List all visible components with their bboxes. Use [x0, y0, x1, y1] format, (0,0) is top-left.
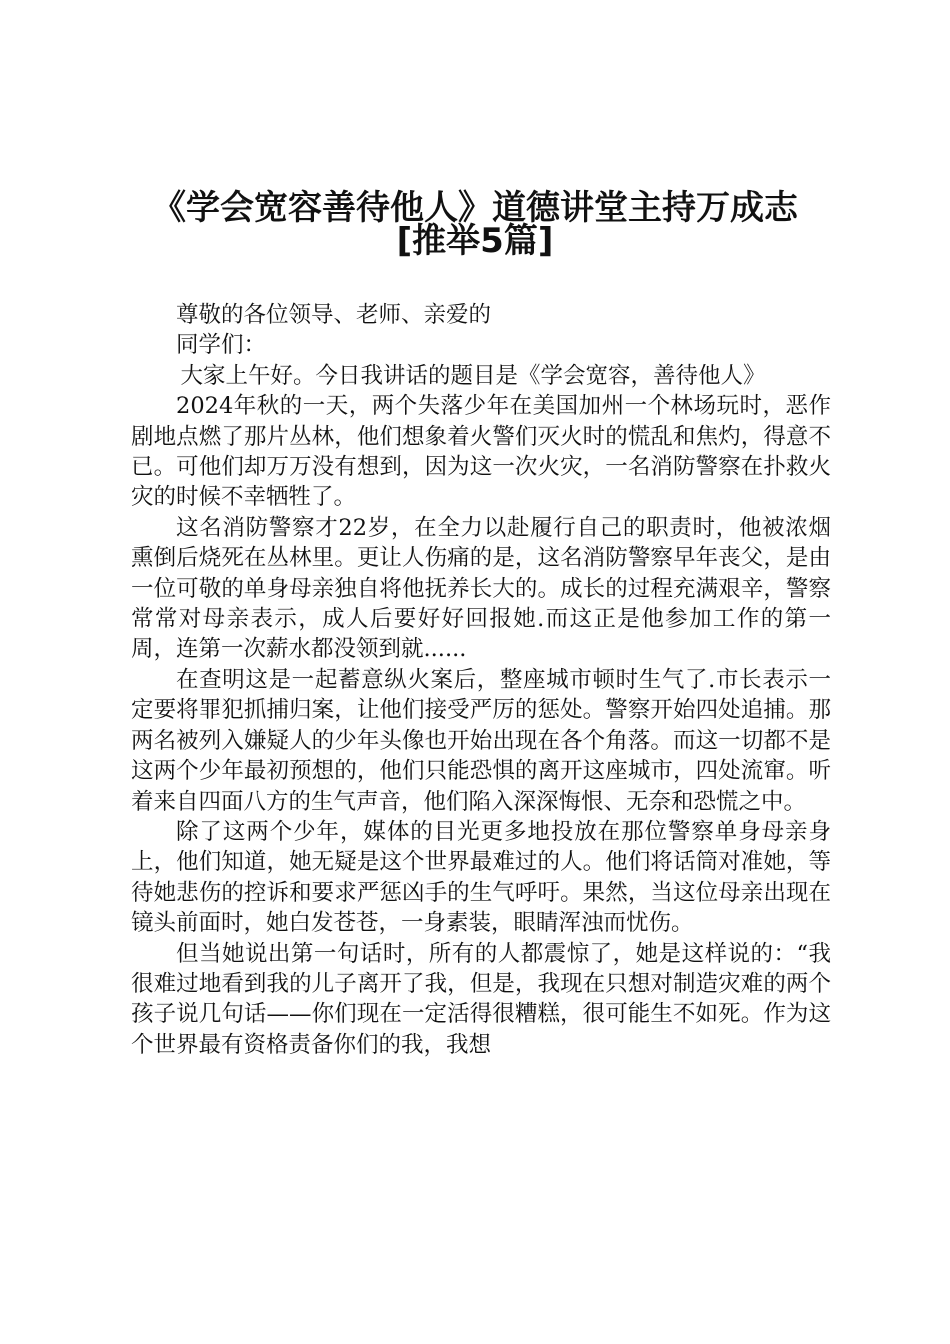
document-body — [131, 300, 831, 1060]
paragraph: 在查明这是一起蓄意纵火案后，整座城市顿时生气了.市长表示一定要将罪犯抓捕归案，让他们接受严厉的惩处。警察开始四处追捕。那两名被列入嫌疑人的少年头像也开始出现在各个角落。而这一切都不是这两个少年最初预想的，他们只能恐惧的离开这座城市，四处流窜。听着来自四面八方的生气声音，他们陷入深深悔恨、无奈和恐慌之中。 — [131, 666, 831, 815]
paragraph: 但当她说出第一句话时，所有的人都震惊了，她是这样说的：“我很难过地看到我的儿子离开了我，但是，我现在只想对制造灾难的两个孩子说几句话——你们现在一定活得很糟糕，很可能生不如死。作为这个世界最有资格责备你们的我，我想 — [131, 940, 831, 1058]
document-title-subtitle: [推举5篇] — [396, 221, 554, 261]
paragraph: 除了这两个少年，媒体的目光更多地投放在那位警察单身母亲身上，他们知道，她无疑是这个世界最难过的人。他们将话筒对准她，等待她悲伤的控诉和要求严惩凶手的生气呼吁。果然，当这位母亲出现在镜头前面时，她白发苍苍，一身素装，眼睛浑浊而忧伤。 — [131, 818, 831, 937]
paragraph: 2024年秋的一天，两个失落少年在美国加州一个林场玩时，恶作剧地点燃了那片丛林，他们想象着火警们灭火时的慌乱和焦灼，得意不已。可他们却万万没有想到，因为这一次火灾，一名消防警察在扑救火灾的时候不幸牺牲了。 — [131, 393, 831, 511]
document-title: 《学会宽容善待他人》道德讲堂主持万成志 — [152, 188, 798, 228]
paragraph: 这名消防警察才22岁，在全力以赴履行自己的职责时，他被浓烟熏倒后烧死在丛林里。更让人伤痛的是，这名消防警察早年丧父，是由一位可敬的单身母亲独自将他抚养长大的。成长的过程充满艰辛，警察常常对母亲表示，成人后要好好回报她.而这正是他参加工作的第一周，连第一次薪水都没领到就...... — [131, 514, 831, 663]
paragraph-greeting: 尊敬的各位领导、老师、亲爱的 — [176, 302, 492, 328]
paragraph-greeting-continued: 同学们： — [176, 332, 267, 359]
paragraph-opening: 大家上午好。今日我讲话的题目是《学会宽容，善待他人》 — [180, 362, 766, 389]
